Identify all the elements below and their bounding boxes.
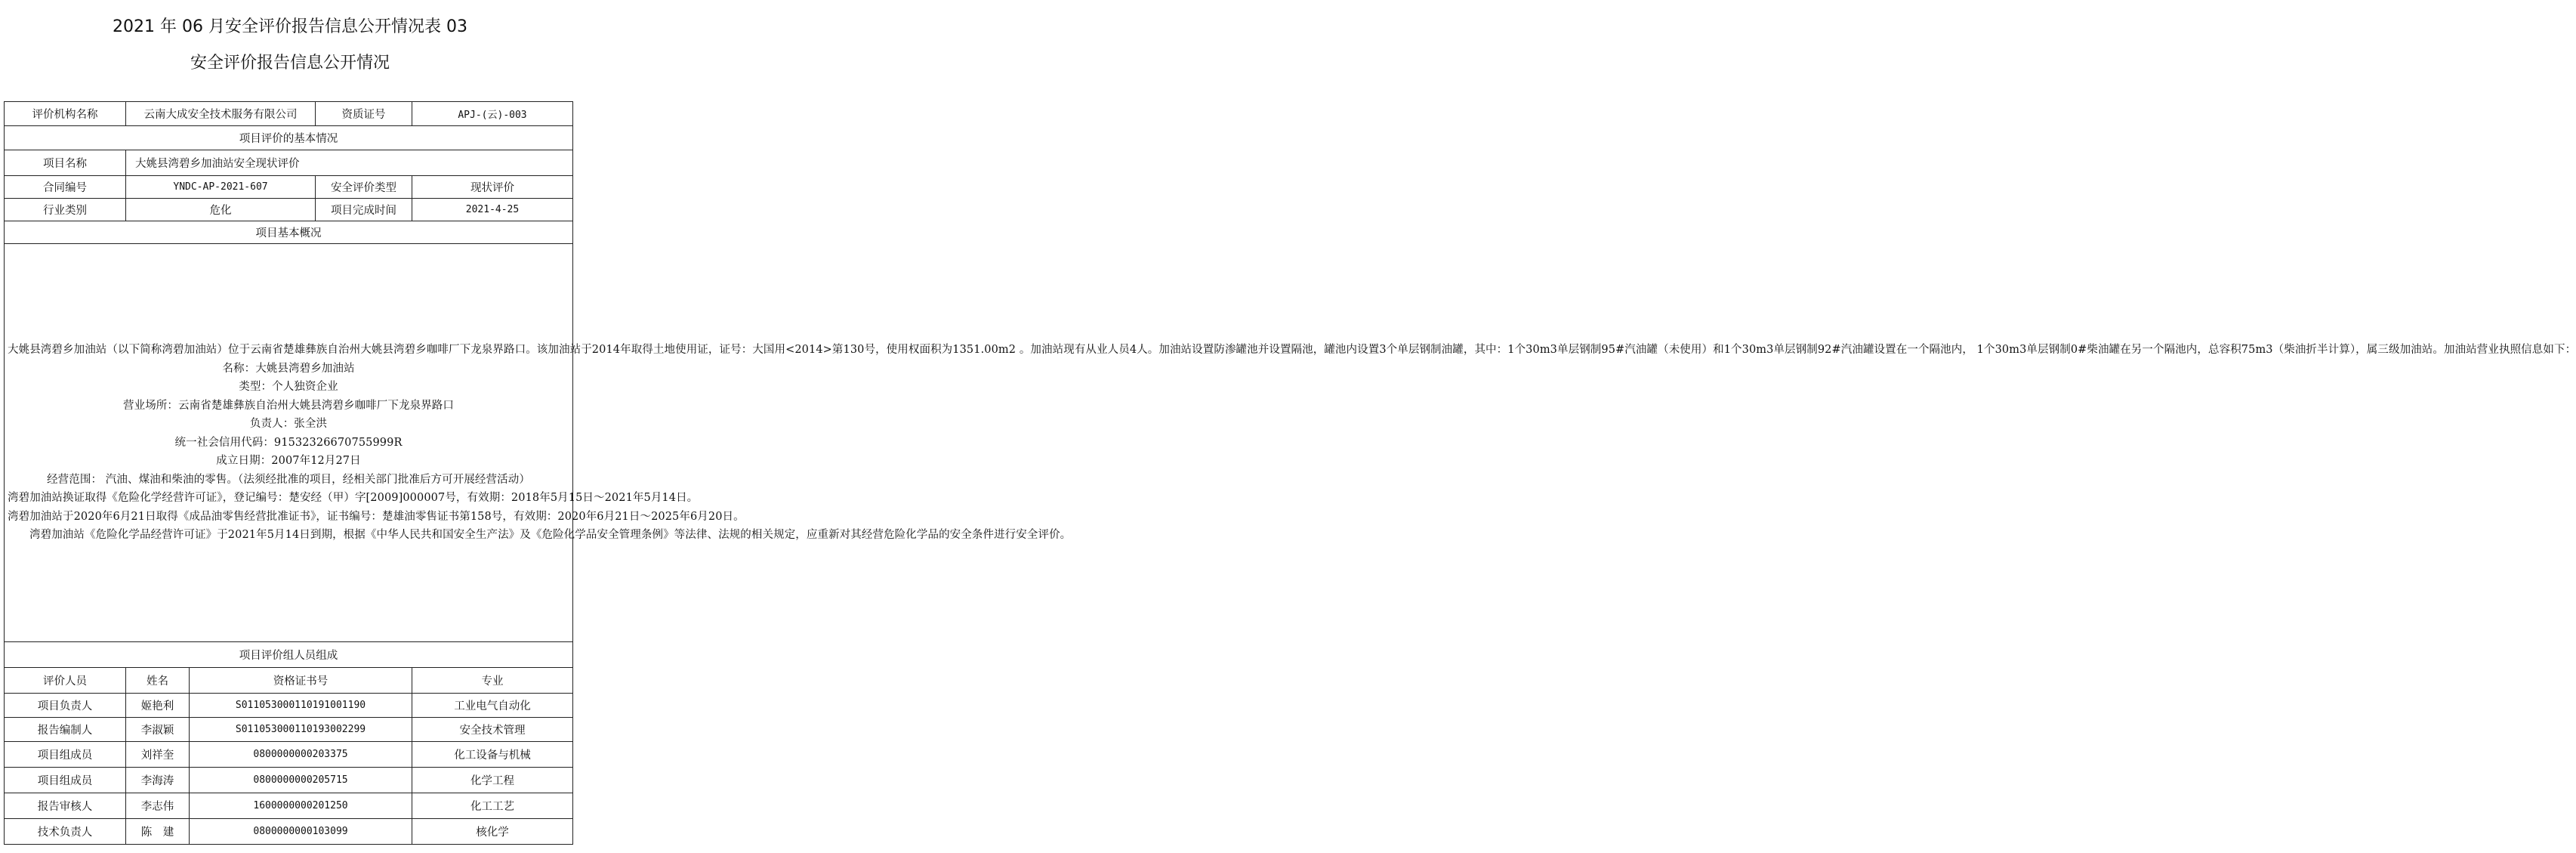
table-row [5, 718, 573, 742]
table-row [5, 768, 573, 793]
overview-paragraph: 负责人：张全洪 [249, 418, 328, 431]
contract-row [5, 176, 573, 199]
document-subtitle: 安全评价报告信息公开情况 [190, 54, 390, 73]
team-major: 安全技术管理 [412, 718, 573, 742]
org-label: 评价机构名称 [5, 102, 126, 126]
cert-label: 资质证号 [316, 102, 412, 126]
org-row [5, 102, 573, 126]
overview-paragraph: 湾碧加油站于2020年6月21日取得《成品油零售经营批准证书》，证书编号：楚雄油零售证书第158号，有效期：2020年6月21日～2025年6月20日。 [8, 510, 745, 523]
team-name: 姬艳利 [126, 694, 190, 718]
overview-paragraph: 大姚县湾碧乡加油站（以下简称湾碧加油站）位于云南省楚雄彝族自治州大姚县湾碧乡咖啡厂下龙泉界路口。该加油站于2014年取得土地使用证，证号：大国用<2014>第130号，使用权面积为1351.00m2 。加油站现有从业人员4人。加油站设置防渗罐池并设置隔池，罐池内设置3个单层钢制油罐，其中：1个30m3单层钢制95#汽油罐（未使用）和1个30m3单层钢制92#汽油罐设置在一个隔池内， 1个30m3单层钢制0#柴油罐在另一个隔池内，总容积75m3（柴油折半计算），属三级加油站。加油站营业执照信息如下： [8, 344, 2576, 357]
table-row [5, 694, 573, 718]
team-cert: 1600000000201250 [190, 793, 412, 819]
overview-section-heading: 项目基本概况 [5, 221, 573, 244]
project-name-value: 大姚县湾碧乡加油站安全现状评价 [126, 150, 573, 176]
team-section-heading: 项目评价组人员组成 [5, 642, 573, 668]
team-cert: S011053000110193002299 [190, 718, 412, 742]
overview-paragraph: 类型：个人独资企业 [239, 381, 338, 394]
disclosure-table [4, 101, 2576, 845]
overview-paragraph: 湾碧加油站换证取得《危险化学经营许可证》，登记编号：楚安经（甲）字[2009]000007号，有效期：2018年5月15日～2021年5月14日。 [8, 492, 699, 505]
basic-section-row [5, 126, 573, 150]
overview-row [5, 244, 573, 642]
team-role: 项目组成员 [5, 768, 126, 793]
team-header-row [5, 668, 573, 694]
industry-label: 行业类别 [5, 199, 126, 221]
cert-value: APJ-(云)-003 [412, 102, 573, 126]
team-header-cell: 专业 [412, 668, 573, 694]
team-header-cell: 姓名 [126, 668, 190, 694]
industry-value: 危化 [126, 199, 316, 221]
overview-paragraph: 名称：大姚县湾碧乡加油站 [222, 362, 355, 375]
team-major: 化学工程 [412, 768, 573, 793]
table-row [5, 742, 573, 768]
overview-paragraph: 统一社会信用代码：91532326670755999R [174, 436, 403, 449]
eval-type-value: 现状评价 [412, 176, 573, 199]
project-name-row [5, 150, 573, 176]
team-role: 报告审核人 [5, 793, 126, 819]
team-name: 李志伟 [126, 793, 190, 819]
team-cert: 0800000000205715 [190, 768, 412, 793]
table-row [5, 819, 573, 845]
complete-label: 项目完成时间 [316, 199, 412, 221]
complete-value: 2021-4-25 [412, 199, 573, 221]
overview-section-row [5, 221, 573, 244]
team-name: 李淑颖 [126, 718, 190, 742]
team-header-cell: 评价人员 [5, 668, 126, 694]
team-cert: 0800000000103099 [190, 819, 412, 845]
project-name-label: 项目名称 [5, 150, 126, 176]
team-role: 报告编制人 [5, 718, 126, 742]
team-major: 化工设备与机械 [412, 742, 573, 768]
team-name: 刘祥奎 [126, 742, 190, 768]
basic-section-heading: 项目评价的基本情况 [5, 126, 573, 150]
team-name: 李海涛 [126, 768, 190, 793]
team-cert: 0800000000203375 [190, 742, 412, 768]
team-major: 工业电气自动化 [412, 694, 573, 718]
overview-paragraph: 营业场所：云南省楚雄彝族自治州大姚县湾碧乡咖啡厂下龙泉界路口 [123, 399, 454, 412]
team-major: 核化学 [412, 819, 573, 845]
contract-value: YNDC-AP-2021-607 [126, 176, 316, 199]
table-row [5, 793, 573, 819]
document-title: 2021 年 06 月安全评价报告信息公开情况表 03 [113, 17, 467, 36]
org-value: 云南大成安全技术服务有限公司 [126, 102, 316, 126]
overview-text [5, 244, 2576, 642]
team-cert: S011053000110191001190 [190, 694, 412, 718]
team-name: 陈 建 [126, 819, 190, 845]
overview-paragraph: 经营范围： 汽油、煤油和柴油的零售。（法须经批准的项目，经相关部门批准后方可开展经营活动） [47, 473, 530, 486]
team-role: 技术负责人 [5, 819, 126, 845]
team-role: 项目负责人 [5, 694, 126, 718]
overview-paragraph: 成立日期：2007年12月27日 [216, 455, 361, 468]
industry-row [5, 199, 573, 221]
team-header-cell: 资格证书号 [190, 668, 412, 694]
eval-type-label: 安全评价类型 [316, 176, 412, 199]
team-major: 化工工艺 [412, 793, 573, 819]
team-section-row [5, 642, 573, 668]
contract-label: 合同编号 [5, 176, 126, 199]
overview-paragraph: 湾碧加油站《危险化学品经营许可证》于2021年5月14日到期，根据《中华人民共和国安全生产法》及《危险化学品安全管理条例》等法律、法规的相关规定，应重新对其经营危险化学品的安全条件进行安全评价。 [29, 529, 1072, 542]
team-role: 项目组成员 [5, 742, 126, 768]
